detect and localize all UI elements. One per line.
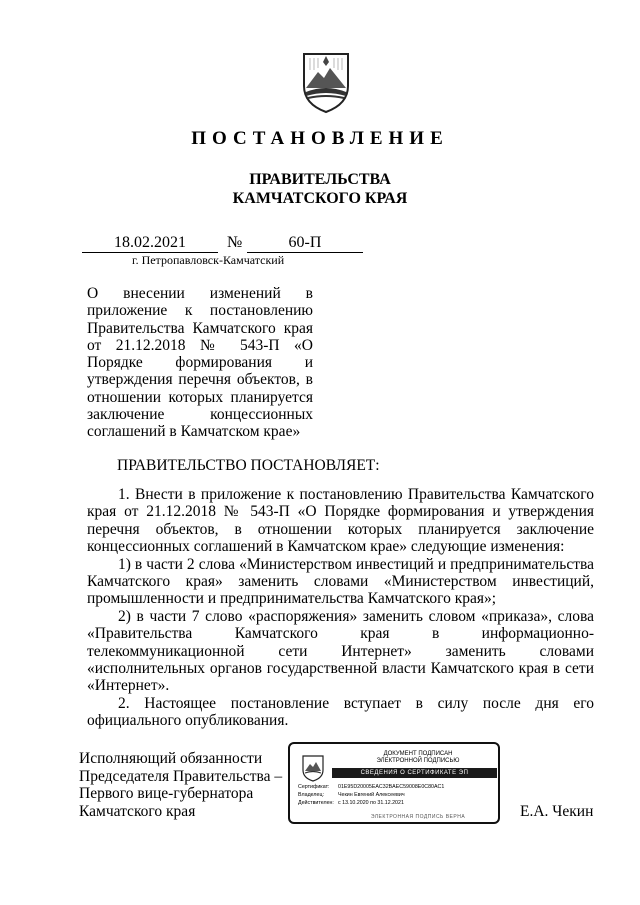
body-paragraph: 2. Настоящее постановление вступает в силу после дня его официального опубликования. [87, 694, 594, 730]
stamp-header [338, 751, 498, 765]
stamp-value: 01E95D20005EAC32BAEC59008E0C80AC1 [338, 784, 445, 790]
document-number-field [247, 234, 363, 253]
stamp-header-line-2: ЭЛЕКТРОННОЙ ПОДПИСЬЮ [376, 758, 460, 764]
electronic-signature-stamp [288, 742, 500, 824]
stamp-row-valid [298, 800, 444, 808]
stamp-row-owner [298, 792, 444, 800]
signer-line-3: Первого вице-губернатора [79, 785, 254, 803]
stamp-certificate-bar: СВЕДЕНИЯ О СЕРТИФИКАТЕ ЭП [332, 768, 497, 778]
issuer-block [0, 170, 640, 208]
document-date-field [82, 234, 218, 253]
issuer-line-2: КАМЧАТСКОГО КРАЯ [232, 190, 408, 207]
coat-of-arms-icon [296, 48, 356, 114]
signer-line-2: Председателя Правительства – [79, 767, 283, 785]
stamp-details [298, 784, 444, 807]
document-date: 18.02.2021 [82, 234, 218, 253]
stamp-label: Владелец: [298, 791, 324, 798]
stamp-header-line-1: ДОКУМЕНТ ПОДПИСАН [383, 751, 453, 757]
signer-line-4: Камчатского края [79, 802, 196, 820]
stamp-footer: ЭЛЕКТРОННАЯ ПОДПИСЬ ВЕРНА [370, 814, 466, 820]
stamp-emblem-icon [300, 754, 326, 782]
signer-name: Е.А. Чекин [520, 803, 594, 820]
stamp-label: Действителен: [298, 799, 334, 806]
number-sign: № [227, 234, 243, 251]
stamp-label: Сертификат: [298, 784, 330, 790]
signer-line-1: Исполняющий обязанности [79, 750, 263, 767]
document-title: ПОСТАНОВЛЕНИЕ [191, 128, 449, 149]
document-subject: О внесении изменений в приложение к постановлению Правительства Камчатского края от 21.12.2018 № 543-П «О Порядке формирования и утверждения перечня объектов, в отношении которых планируется заключение концессионных соглашений в Камчатском крае» [87, 285, 313, 441]
stamp-row-certificate [298, 784, 444, 792]
city: г. Петропавловск-Камчатский [132, 253, 285, 267]
document-body [87, 486, 594, 730]
stamp-value: Чекин Евгений Алексеевич [338, 791, 405, 798]
issuer-line-1: ПРАВИТЕЛЬСТВА [249, 171, 391, 188]
signer-position [79, 750, 282, 820]
body-paragraph: 2) в части 7 слово «распоряжения» заменить словом «приказа», слова «Правительства Камчатского края в информационно-телекоммуникационной сети Интернет» заменить словами «исполнительных органов государственной власти Камчатского края в сети «Интернет». [87, 607, 594, 695]
stamp-value: с 13.10.2020 по 31.12.2021 [338, 799, 404, 806]
resolves-heading: ПРАВИТЕЛЬСТВО ПОСТАНОВЛЯЕТ: [117, 457, 380, 474]
document-number: 60-П [247, 234, 363, 253]
body-paragraph: 1. Внести в приложение к постановлению Правительства Камчатского края от 21.12.2018 № 543-П «О Порядке формирования и утверждения перечня объектов, в отношении которых планируется заключение концессионных соглашений в Камчатском крае» следующие изменения: [87, 486, 594, 556]
body-paragraph: 1) в части 2 слова «Министерством инвестиций и предпринимательства Камчатского края» заменить словами «Министерством инвестиций, промышленности и предпринимательства Камчатского края»; [87, 555, 594, 608]
